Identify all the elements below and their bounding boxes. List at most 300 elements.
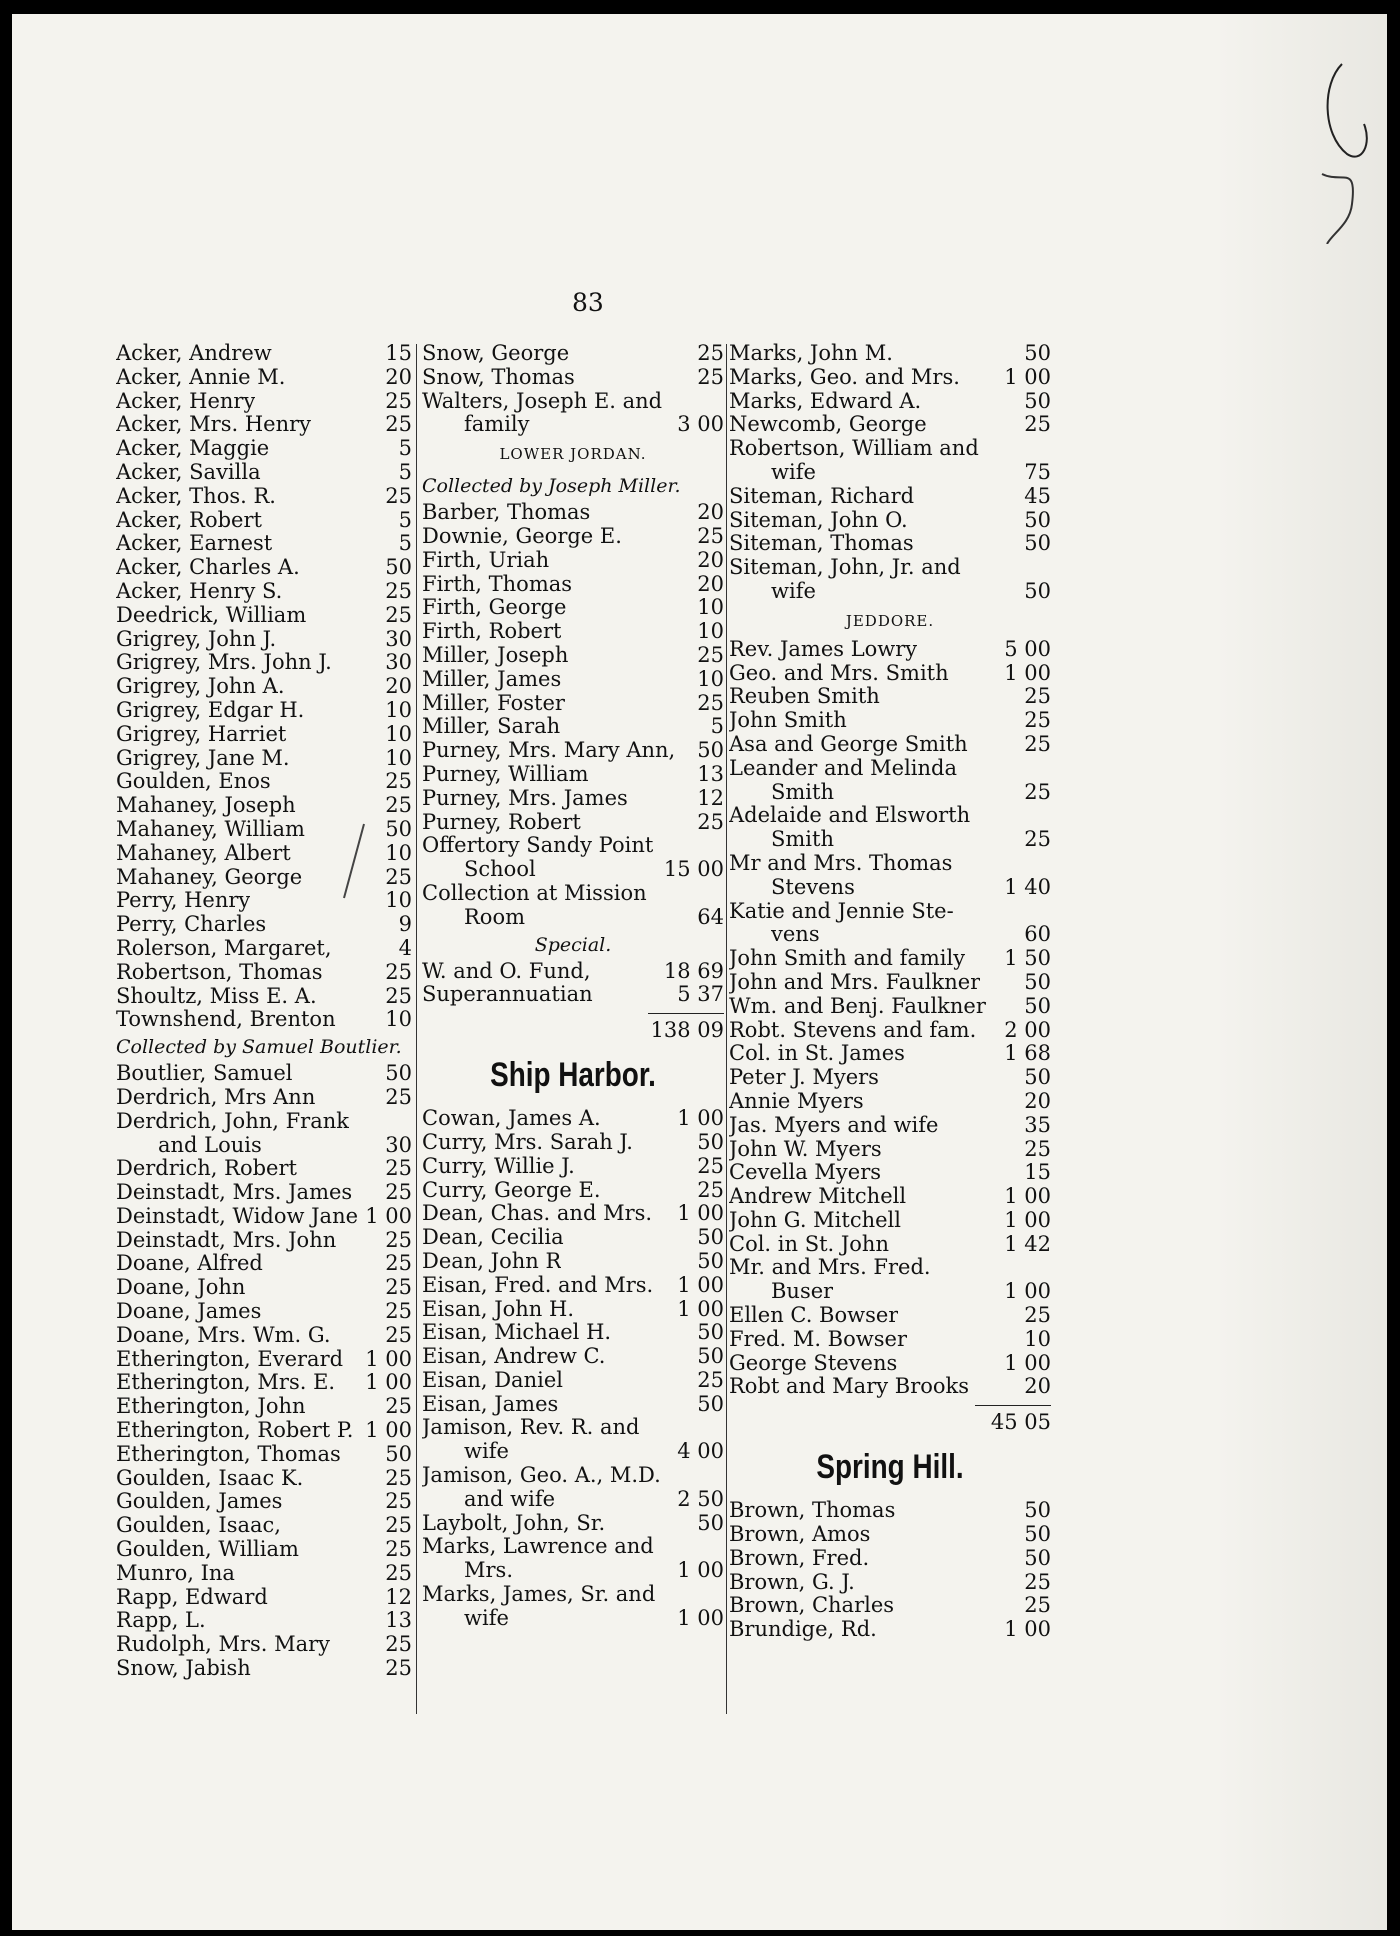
list-item [729,781,1051,805]
entry-amount: 25 [385,1632,412,1657]
list-item [422,1179,724,1203]
entry-name: Purney, Mrs. James [422,786,628,810]
list-item [422,763,724,787]
entry-amount: 50 [1024,993,1051,1018]
list-item [422,342,724,366]
list-item [729,1571,1051,1595]
entry-amount: 25 [385,1560,412,1585]
entry-amount: 12 [697,785,724,810]
entry-amount: 25 [385,793,412,818]
entry-name: Eisan, John H. [422,1297,574,1321]
entry-amount: 1 00 [677,1272,724,1297]
entry-name: School [464,858,536,882]
list-item [116,485,412,509]
entry-amount: 10 [697,666,724,691]
list-item [116,1538,412,1562]
entry-name: Smith [771,780,834,804]
entry-amount: 25 [697,642,724,667]
entry-amount: 1 00 [1004,660,1051,685]
entry-name: Etherington, Everard [116,1347,344,1371]
entry-amount: 25 [1024,827,1051,852]
list-item [116,1205,412,1229]
entry-name: Miller, James [422,667,562,691]
list-item [116,1443,412,1467]
entry-amount: 1 42 [1004,1231,1051,1256]
list-item [116,985,412,1009]
collector-heading: Collected by Samuel Boutlier. [116,1036,402,1059]
entry-amount: 50 [697,1510,724,1535]
list-item [729,852,1051,876]
entry-amount: 25 [1024,412,1051,437]
entry-amount: 25 [385,1465,412,1490]
entry-amount: 50 [1024,1522,1051,1547]
list-item [422,1321,724,1345]
list-item [422,413,724,437]
list-item [116,1609,412,1633]
list-item [422,1250,724,1274]
entry-amount: 1 00 [1004,1207,1051,1232]
entry-amount: 25 [1024,1136,1051,1161]
entry-name: Siteman, Richard [729,484,915,508]
entry-amount: 25 [385,1299,412,1324]
list-item [422,1464,724,1488]
entry-name: Collection at Mission [422,881,647,905]
entry-name: Asa and George Smith [729,732,968,756]
entry-amount: 1 00 [1004,1617,1051,1642]
entry-name: Deinstadt, Mrs. James [116,1181,353,1205]
entry-name: Geo. and Mrs. Smith [729,661,949,685]
entry-amount: 1 00 [365,1203,412,1228]
entry-amount: 25 [385,1275,412,1300]
place-heading: Ship Harbor. [490,1056,656,1095]
entry-name: Deinstadt, Mrs. John [116,1228,337,1252]
list-item [116,580,412,604]
entry-name: Siteman, Thomas [729,532,914,556]
list-item [116,723,412,747]
list-item [422,787,724,811]
entry-name: Acker, Annie M. [116,365,286,389]
entry-name: George Stevens [729,1351,898,1375]
entry-name: Wm. and Benj. Faulkner [729,994,986,1018]
entry-name: Eisan, Fred. and Mrs. [422,1273,654,1297]
entry-amount: 25 [385,388,412,413]
entry-amount: 25 [1024,684,1051,709]
entry-name: vens [771,923,820,947]
list-item [422,1512,724,1536]
list-item [729,876,1051,900]
list-item [422,366,724,390]
list-item [116,1657,412,1681]
entry-amount: 12 [385,1584,412,1609]
entry-name: Shoultz, Miss E. A. [116,984,317,1008]
entry-name: Dean, John R [422,1249,562,1273]
entry-name: wife [771,460,816,484]
list-item [729,1138,1051,1162]
entry-amount: 9 [398,912,412,937]
entry-name: Brown, Amos [729,1523,871,1547]
list-item [729,342,1051,366]
list-item [116,1419,412,1443]
entry-name: Peter J. Myers [729,1066,879,1090]
total-rule [975,1405,1051,1406]
entry-name: Etherington, Thomas [116,1442,341,1466]
entry-amount: 1 50 [1004,946,1051,971]
entry-amount: 1 00 [677,1296,724,1321]
list-item [729,709,1051,733]
entry-name: Siteman, John O. [729,508,908,532]
entry-amount: 50 [1024,578,1051,603]
entry-amount: 25 [697,809,724,834]
entry-amount: 20 [697,547,724,572]
list-item [116,794,412,818]
list-item [116,1110,412,1134]
entry-name: Rapp, Edward [116,1585,268,1609]
list-item [422,1155,724,1179]
list-item [116,1157,412,1181]
entry-name: Derdrich, Robert [116,1157,297,1181]
list-item [422,834,724,858]
list-item [729,1066,1051,1090]
entry-name: and Louis [158,1133,262,1157]
entry-amount: 1 00 [365,1418,412,1443]
list-item [729,828,1051,852]
entry-amount: 10 [697,619,724,644]
list-item [116,961,412,985]
column-2 [422,342,724,1631]
entry-name: Acker, Henry [116,389,256,413]
list-item [729,1185,1051,1209]
entry-amount: 5 [398,531,412,556]
list-item [116,1633,412,1657]
list-item [422,1488,724,1512]
entry-amount: 25 [697,1177,724,1202]
entry-name: Eisan, James [422,1392,559,1416]
entry-amount: 4 [398,935,412,960]
list-item [422,620,724,644]
entry-name: Smith [771,828,834,852]
list-item [116,628,412,652]
entry-name: Newcomb, George [729,413,927,437]
list-item [116,509,412,533]
entry-amount: 25 [385,1656,412,1681]
entry-amount: 25 [385,959,412,984]
entry-name: Townshend, Brenton [116,1008,336,1032]
entry-amount: 50 [1024,388,1051,413]
entry-name: Marks, Edward A. [729,389,922,413]
entry-name: John Smith and family [729,947,966,971]
list-item [116,1134,412,1158]
place-heading: Spring Hill. [816,1448,964,1487]
list-item [116,1300,412,1324]
list-item [422,1607,724,1631]
list-item [422,596,724,620]
list-item [116,1229,412,1253]
entry-name: Walters, Joseph E. and [422,389,663,413]
list-item [116,461,412,485]
entry-name: wife [464,1606,509,1630]
entry-amount: 25 [385,1537,412,1562]
list-item [422,1202,724,1226]
entry-name: Fred. M. Bowser [729,1327,907,1351]
entry-name: Grigrey, Jane M. [116,746,290,770]
entry-name: Downie, George E. [422,524,622,548]
entry-name: Acker, Robert [116,508,262,532]
entry-amount: 10 [385,721,412,746]
entry-name: Mr and Mrs. Thomas [729,851,953,875]
list-item [116,1276,412,1300]
list-item [729,580,1051,604]
entry-amount: 50 [1024,1498,1051,1523]
entry-name: Eisan, Daniel [422,1368,563,1392]
entry-amount: 50 [1024,1545,1051,1570]
entry-amount: 1 40 [1004,874,1051,899]
entry-name: Jas. Myers and wife [729,1113,939,1137]
list-item [729,1499,1051,1523]
list-item [729,532,1051,556]
entry-amount: 25 [385,1156,412,1181]
list-item [729,804,1051,828]
entry-amount: 4 00 [677,1439,724,1464]
list-item [422,525,724,549]
entry-amount: 25 [385,483,412,508]
list-item [729,971,1051,995]
entry-name: Barber, Thomas [422,501,591,525]
list-item [116,651,412,675]
entry-name: Etherington, Mrs. E. [116,1371,336,1395]
entry-name: Deinstadt, Widow Jane [116,1204,359,1228]
entry-name: Col. in St. James [729,1042,905,1066]
entry-amount: 5 [710,714,724,739]
list-item [729,757,1051,781]
entry-name: Brown, Thomas [729,1499,896,1523]
list-item [729,1209,1051,1233]
entry-name: Doane, John [116,1276,246,1300]
entry-name: Eisan, Andrew C. [422,1345,606,1369]
list-item [729,1280,1051,1304]
entry-name: Derdrich, Mrs Ann [116,1085,316,1109]
entry-amount: 50 [697,1225,724,1250]
entry-amount: 25 [385,1180,412,1205]
entry-amount: 25 [697,341,724,365]
entry-name: Snow, Jabish [116,1657,251,1681]
entry-name: Goulden, Isaac K. [116,1466,304,1490]
entry-name: Laybolt, John, Sr. [422,1511,606,1535]
entry-name: Marks, James, Sr. and [422,1583,656,1607]
entry-amount: 25 [697,690,724,715]
entry-amount: 10 [385,840,412,865]
entry-name: Mahaney, William [116,817,305,841]
list-item [422,1274,724,1298]
entry-amount: 50 [1024,1065,1051,1090]
entry-amount: 25 [385,1489,412,1514]
list-item [422,1535,724,1559]
entry-amount: 25 [1024,1593,1051,1618]
entry-name: Grigrey, John J. [116,627,277,651]
list-item [729,1161,1051,1185]
entry-name: Rolerson, Margaret, [116,936,332,960]
entry-name: Col. in St. John [729,1232,889,1256]
entry-name: Acker, Henry S. [116,579,283,603]
entry-amount: 25 [697,1153,724,1178]
list-item [116,390,412,414]
list-item [116,342,412,366]
entry-amount: 13 [385,1608,412,1633]
entry-amount: 25 [385,1084,412,1109]
list-item [116,699,412,723]
entry-amount: 13 [697,761,724,786]
list-item [729,1042,1051,1066]
entry-name: Katie and Jennie Ste- [729,899,954,923]
list-item [116,913,412,937]
entry-amount: 5 37 [677,982,724,1007]
list-item [422,668,724,692]
entry-name: Marks, Geo. and Mrs. [729,365,960,389]
list-item [116,1467,412,1491]
list-item [422,1440,724,1464]
entry-name: Rudolph, Mrs. Mary [116,1633,331,1657]
entry-amount: 1 00 [677,1201,724,1226]
entry-name: Deedrick, William [116,603,307,627]
list-item [729,1547,1051,1571]
list-item [422,1298,724,1322]
entry-amount: 25 [385,412,412,437]
entry-amount: 50 [697,1391,724,1416]
entry-amount: 1 00 [365,1346,412,1371]
column-3 [729,342,1051,1642]
entry-amount: 50 [697,738,724,763]
list-item [422,1416,724,1440]
entry-name: Boutlier, Samuel [116,1062,293,1086]
entry-amount: 20 [1024,1088,1051,1113]
list-item [422,549,724,573]
entry-amount: 50 [385,1061,412,1086]
list-item [422,1583,724,1607]
list-item [116,532,412,556]
entry-amount: 30 [385,650,412,675]
list-item [422,573,724,597]
list-item [729,1523,1051,1547]
entry-name: Superannuatian [422,983,593,1007]
list-item [729,461,1051,485]
list-item [116,1562,412,1586]
entry-amount: 75 [1024,459,1051,484]
list-item [729,390,1051,414]
entry-name: Acker, Thos. R. [116,484,276,508]
entry-amount: 50 [385,1441,412,1466]
entry-amount: 50 [697,1320,724,1345]
entry-amount: 25 [385,1394,412,1419]
list-item [729,685,1051,709]
entry-amount: 25 [385,1227,412,1252]
column-divider [416,344,417,1714]
list-item [729,1328,1051,1352]
column-total: 138 09 [650,1018,724,1043]
entry-amount: 25 [697,364,724,389]
column-total: 45 05 [990,1410,1051,1435]
entry-amount: 25 [1024,708,1051,733]
section-heading: LOWER JORDAN. [499,445,647,464]
page-number: 83 [572,288,604,317]
list-item [729,733,1051,757]
entry-name: Doane, Mrs. Wm. G. [116,1323,331,1347]
list-item [729,413,1051,437]
list-item [116,747,412,771]
entry-amount: 25 [385,602,412,627]
total-rule [648,1013,724,1014]
entry-name: Jamison, Rev. R. and [422,1416,640,1440]
entry-amount: 1 00 [677,1605,724,1630]
entry-name: Purney, Robert [422,810,581,834]
entry-name: and wife [464,1487,556,1511]
entry-name: Miller, Sarah [422,715,561,739]
entry-name: Grigrey, John A. [116,675,285,699]
entry-name: Doane, Alfred [116,1252,263,1276]
list-item [729,1114,1051,1138]
entry-name: Perry, Henry [116,889,251,913]
list-item [422,960,724,984]
list-item [729,923,1051,947]
list-item [422,501,724,525]
entry-name: Siteman, John, Jr. and [729,556,961,580]
entry-name: Robertson, Thomas [116,960,323,984]
entry-name: Grigrey, Mrs. John J. [116,651,332,675]
entry-amount: 30 [385,1132,412,1157]
list-item [729,1352,1051,1376]
list-item [116,366,412,390]
entry-amount: 10 [385,745,412,770]
entry-amount: 25 [385,578,412,603]
entry-name: Brundige, Rd. [729,1618,877,1642]
entry-name: Curry, Mrs. Sarah J. [422,1130,633,1154]
entry-name: Room [464,905,526,929]
entry-amount: 10 [697,595,724,620]
entry-name: Dean, Chas. and Mrs. [422,1202,653,1226]
list-item [729,1375,1051,1399]
entry-name: Reuben Smith [729,685,880,709]
entry-amount: 50 [1024,341,1051,365]
entry-name: family [464,413,530,437]
list-item [422,739,724,763]
entry-name: Goulden, Enos [116,770,271,794]
list-item [729,1304,1051,1328]
entry-name: Purney, Mrs. Mary Ann, [422,739,676,763]
list-item [729,366,1051,390]
entry-amount: 50 [385,816,412,841]
entry-name: Buser [771,1280,834,1304]
entry-amount: 30 [385,626,412,651]
entry-name: Stevens [771,875,855,899]
entry-name: Goulden, Isaac, [116,1514,281,1538]
entry-name: Derdrich, John, Frank [116,1109,349,1133]
column-1 [116,342,412,1681]
entry-name: Brown, Charles [729,1594,895,1618]
entry-amount: 1 00 [1004,364,1051,389]
entry-name: Mrs. [464,1559,513,1583]
entry-amount: 25 [697,523,724,548]
entry-name: Miller, Joseph [422,643,569,667]
list-item [116,1514,412,1538]
entry-name: Snow, Thomas [422,365,575,389]
entry-amount: 20 [697,500,724,525]
entry-amount: 1 68 [1004,1041,1051,1066]
entry-amount: 18 69 [663,958,724,983]
list-item [422,715,724,739]
page-sheet [12,14,1387,1930]
entry-amount: 10 [1024,1326,1051,1351]
entry-name: Dean, Cecilia [422,1226,564,1250]
entry-name: Goulden, James [116,1490,283,1514]
entry-name: W. and O. Fund, [422,959,591,983]
